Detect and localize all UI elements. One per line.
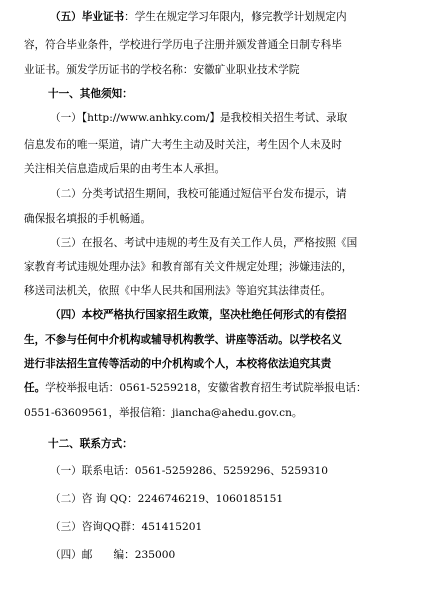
text-run: 业证书。颁发学历证书的学校名称：安徽矿业职业技术学院 (24, 64, 300, 76)
text-line (50, 10, 347, 24)
text-line (24, 357, 331, 371)
text-line (50, 520, 202, 534)
text-run: （三）在报名、考试中违规的考生及有关工作人员，严格按照《国 (50, 237, 358, 249)
text-line (24, 406, 302, 420)
section-heading: 十二、联系方式： (48, 438, 133, 450)
text-run: （四）本校严格执行国家招生政策，坚决杜绝任何形式的有偿招 (50, 309, 347, 321)
section-heading: （五）毕业证书 (50, 11, 125, 23)
text-run: 0551-63609561，举报信箱：jiancha@ahedu.gov.cn。 (24, 407, 303, 419)
text-line (50, 464, 328, 478)
text-line (48, 87, 133, 101)
text-line (24, 162, 225, 176)
section-heading: 十一、其他须知： (48, 88, 133, 100)
text-run: ：学生在规定学习年限内，修完教学计划规定内 (124, 11, 347, 23)
text-line (50, 187, 347, 201)
text-line (50, 308, 347, 322)
text-run: 关注相关信息造成后果的由考生本人承担。 (24, 163, 226, 175)
text-run: 生，不参与任何中介机构或辅导机构教学、讲座等活动。以学校名义 (24, 334, 342, 346)
text-line (50, 548, 175, 562)
text-line (24, 284, 331, 298)
text-run: 容，符合毕业条件，学校进行学历电子注册并颁发普通全日制专科毕 (24, 39, 342, 51)
text-run: 学校举报电话：0561-5259218，安徽省教育招生考试院举报电话： (45, 382, 367, 394)
text-run: 确保报名填报的手机畅通。 (24, 213, 152, 225)
text-line (24, 138, 342, 152)
text-run: 家教育考试违规处理办法》和教育部有关文件规定处理；涉嫌违法的， (24, 261, 353, 273)
text-run: （三）咨询QQ群：451415201 (50, 521, 203, 533)
text-line (24, 63, 299, 77)
text-line (24, 212, 151, 226)
text-run: （一）【http://www.anhky.com/】是我校相关招生考试、录取 (50, 112, 348, 124)
text-line (24, 333, 342, 347)
text-run: （二）咨 询 QQ：2246746219、1060185151 (50, 493, 284, 505)
text-run: 任。 (24, 382, 46, 394)
text-run: 进行非法招生宣传等活动的中介机构或个人，本校将依法追究其责 (24, 358, 332, 370)
text-run: （四）邮 编：235000 (50, 549, 176, 561)
text-run: （二）分类考试招生期间，我校可能通过短信平台发布提示，请 (50, 188, 347, 200)
text-run: 移送司法机关，依照《中华人民共和国刑法》等追究其法律责任。 (24, 285, 332, 297)
text-line (50, 492, 283, 506)
text-line (50, 111, 347, 125)
text-line (24, 381, 367, 395)
text-line (48, 437, 133, 451)
text-run: 信息发布的唯一渠道，请广大考生主动及时关注，考生因个人未及时 (24, 139, 342, 151)
text-run: （一）联系电话：0561-5259286、5259296、5259310 (50, 465, 329, 477)
text-line (24, 38, 342, 52)
text-line (50, 236, 357, 250)
text-line (24, 260, 352, 274)
